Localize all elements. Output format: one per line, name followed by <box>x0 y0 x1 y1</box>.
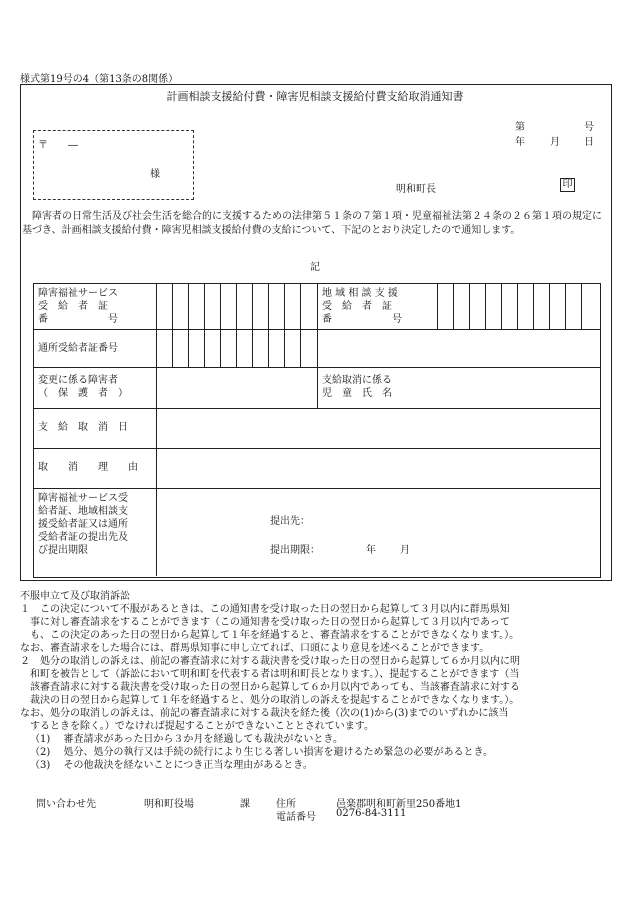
contact-phone: 0276-84-3111 <box>336 808 407 819</box>
digit-divider <box>501 283 502 329</box>
document-title: 計画相談支援給付費・障害児相談支援給付費支給取消通知書 <box>166 90 464 103</box>
notes-line: するときを除く。）でなければ提起することができないこととされています。 <box>30 721 374 732</box>
notes-line: も、この決定のあった日の翌日から起算して１年を経過すると、審査請求をすることができなくなります。）。 <box>30 630 520 641</box>
contact-section: 課 <box>240 799 250 810</box>
digit-divider <box>453 283 454 329</box>
digit-divider <box>549 283 550 329</box>
ki-label: 記 <box>310 262 320 273</box>
label-regional-support-cert-number: 地 域 相 談 支 援 受 給 者 証 番 号 <box>322 288 402 325</box>
doc-number-dai: 第 <box>515 122 525 133</box>
notes-line: １ この決定について不服があるときは、この通知書を受け取った日の翌日から起算して３月以内に群馬県知 <box>20 604 510 615</box>
notes-line: （1) 審査請求があった日から３か月を経過しても裁決がないとき。 <box>30 734 343 745</box>
digit-divider <box>565 283 566 329</box>
form-number: 様式第19号の4（第13条の8関係） <box>20 74 179 85</box>
digit-divider <box>172 283 173 367</box>
label-cancellation-reason: 取 消 理 由 <box>38 462 138 473</box>
contact-phone-label: 電話番号 <box>276 812 316 823</box>
digit-divider <box>252 283 253 367</box>
digit-divider <box>469 283 470 329</box>
notes-line: （3) その他裁決を経ないことにつき正当な理由があるとき。 <box>30 760 313 771</box>
notes-line: （2) 処分、処分の執行又は手続の続行により生じる著しい損害を避けるため緊急の必要があるとき。 <box>30 747 494 758</box>
postal-mark: 〒 ― <box>38 140 78 151</box>
digit-divider <box>485 283 486 329</box>
digit-divider <box>188 283 189 367</box>
notes-line: ２ 処分の取消しの訴えは、前記の審査請求に対する裁決書を受け取った日の翌日から起算して６か月以内に明 <box>20 656 520 667</box>
notes-line: 事に対し審査請求をすることができます（この通知書を受け取った日の翌日から起算して３月以内であって <box>30 617 510 628</box>
digit-divider <box>581 283 582 329</box>
issuer-name: 明和町長 <box>396 184 436 195</box>
table-divider <box>33 448 600 449</box>
submission-deadline-label: 提出期限： <box>270 545 320 556</box>
digit-divider <box>220 283 221 367</box>
contact-office: 明和町役場 <box>144 799 194 810</box>
label-column-divider <box>156 283 157 576</box>
notes-line: 該審査請求に対する裁決書を受け取った日の翌日から起算して６か月以内であっても、当該審査請求に対する <box>30 682 520 693</box>
digit-divider <box>300 283 301 367</box>
digit-divider <box>517 283 518 329</box>
deadline-year: 年 <box>366 545 376 556</box>
digit-divider <box>236 283 237 367</box>
submission-destination-label: 提出先： <box>270 516 310 527</box>
digit-divider <box>533 283 534 329</box>
digit-divider <box>204 283 205 367</box>
date-month: 月 <box>550 137 560 148</box>
deadline-month: 月 <box>400 545 410 556</box>
date-day: 日 <box>584 137 594 148</box>
label-service-cert-number: 障害福祉サービス 受 給 者 証 番 号 <box>38 288 118 325</box>
doc-number-go: 号 <box>584 122 594 133</box>
label-day-care-cert-number: 通所受給者証番号 <box>38 343 118 354</box>
digit-divider <box>284 283 285 367</box>
contact-address: 邑楽郡明和町新里250番地1 <box>336 799 462 810</box>
label-child-name: 支給取消に係る 児 童 氏 名 <box>322 375 392 399</box>
notes-line: 裁決の日の翌日から起算して１年を経過すると、処分の取消しの訴えを提起することができなくなります。）。 <box>30 695 520 706</box>
notes-line: 和町を被告として（訴訟において明和町を代表する者は明和町長となります。）、提起することができます（当 <box>30 669 520 680</box>
contact-address-label: 住所 <box>276 799 296 810</box>
notes-line: なお、処分の取消しの訴えは、前記の審査請求に対する裁決を経た後（次の(1)から(3)までのいずれかに該当 <box>20 708 509 719</box>
appeal-notes <box>20 590 620 772</box>
seal-mark: 印 <box>560 178 575 192</box>
table-divider <box>33 488 600 489</box>
notes-heading: 不服申立て及び取消訴訟 <box>20 591 130 602</box>
recipient-sama: 様 <box>150 169 160 180</box>
contact-label: 問い合わせ先 <box>36 799 96 810</box>
label-affected-person: 変更に係る障害者 （ 保 護 者 ） <box>38 375 128 399</box>
middle-column-divider <box>317 283 318 408</box>
intro-paragraph: 障害者の日常生活及び社会生活を総合的に支援するための法律第５１条の７第１項・児童福祉法第２４条の２６第１項の規定に基づき、計画相談支援給付費・障害児相談支援給付費の支給について、下記のとおり決定したので通知します。 <box>22 211 602 236</box>
right-label-divider <box>437 283 438 329</box>
table-divider <box>33 408 600 409</box>
label-cancellation-date: 支 給 取 消 日 <box>38 422 128 433</box>
label-submission-info: 障害福祉サービス受 給者証、地域相談支 援受給者証又は通所 受給者証の提出先及 び提出期限 <box>38 493 128 556</box>
digit-divider <box>268 283 269 367</box>
date-year: 年 <box>515 137 525 148</box>
notes-line: なお、審査請求をした場合には、群馬県知事に申し立てれば、口頭により意見を述べることができます。 <box>20 643 490 654</box>
